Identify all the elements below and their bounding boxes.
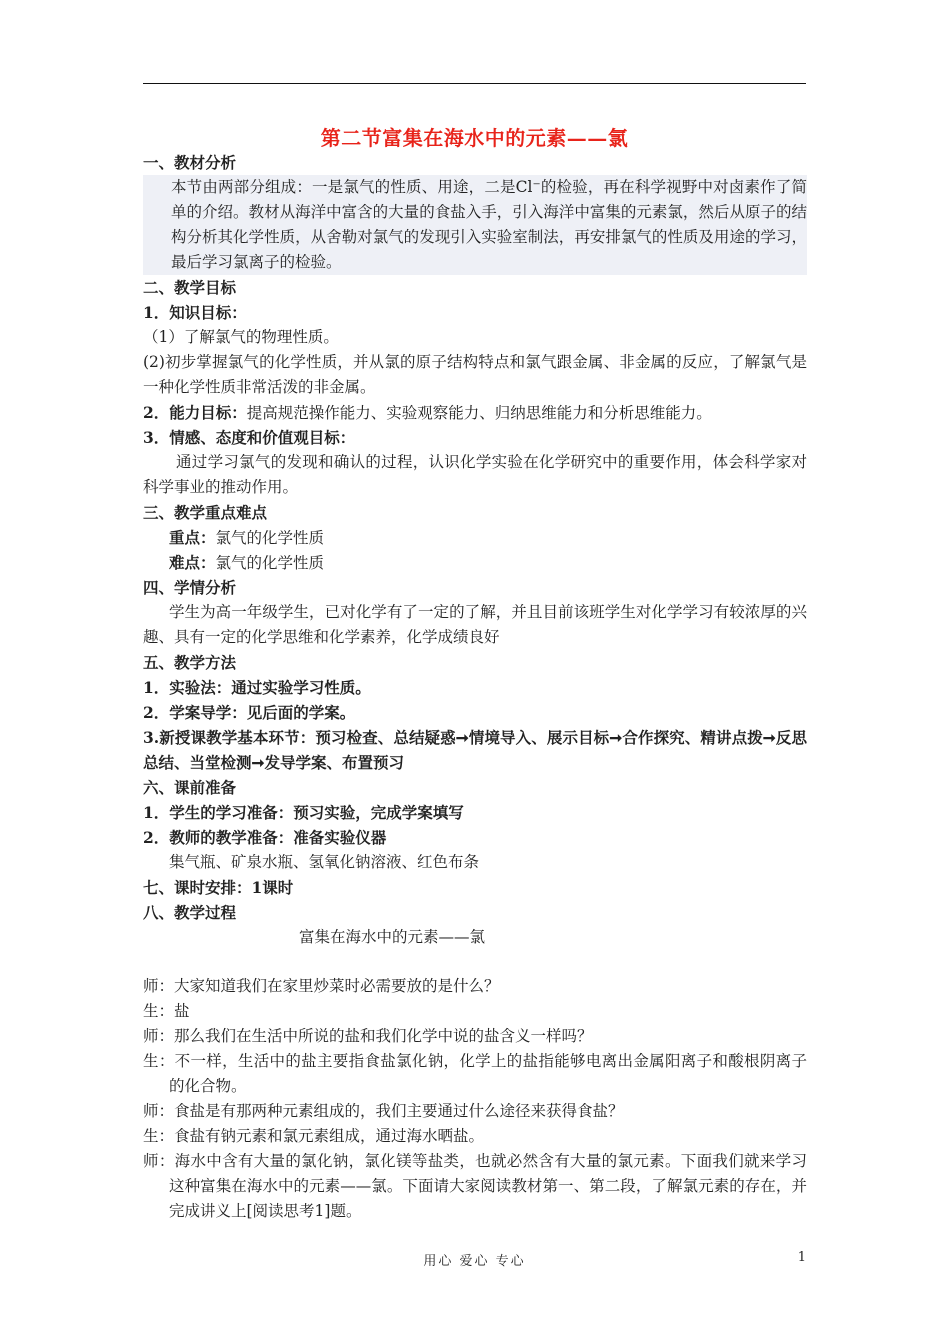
page-number: 1 — [797, 1250, 806, 1265]
prep-materials: 集气瓶、矿泉水瓶、氢氧化钠溶液、红色布条 — [169, 853, 480, 871]
section-heading-7: 七、课时安排：1课时 — [143, 878, 294, 897]
ability-goal — [143, 400, 807, 425]
prep-student: 1．学生的学习准备：预习实验，完成学案填写 — [143, 803, 464, 822]
textbook-analysis-para — [143, 175, 807, 275]
difficult-point — [143, 550, 807, 575]
section-heading-3: 三、教学重点难点 — [143, 503, 268, 522]
method-3: 3.新授课教学基本环节：预习检查、总结疑惑➞情境导入、展示目标➞合作探究、精讲点拨➞反思总结、当堂检测➞发导学案、布置预习 — [143, 728, 807, 772]
knowledge-goal-1: （1）了解氯气的物理性质。 — [143, 328, 339, 346]
spacer — [143, 950, 807, 974]
dialog-line: 生：食盐有钠元素和氯元素组成，通过海水晒盐。 — [143, 1127, 485, 1145]
section-heading-5: 五、教学方法 — [143, 653, 237, 672]
student-analysis-text: 学生为高一年级学生，已对化学有了一定的了解，并且目前该班学生对化学学习有较浓厚的兴趣、具有一定的化学思维和化学素养，化学成绩良好 — [143, 603, 807, 646]
dialog-line: 师：食盐是有那两种元素组成的，我们主要通过什么途径来获得食盐？ — [143, 1102, 624, 1120]
textbook-analysis-text: 本节由两部分组成：一是氯气的性质、用途，二是Cl⁻的检验，再在科学视野中对卤素作了简单的介绍。教材从海洋中富含的大量的食盐入手，引入海洋中富集的元素氯，然后从原子的结构分析其化学性质，从舍勒对氯气的发现引入实验室制法，再安排氯气的性质及用途的学习，最后学习氯离子的检验。 — [171, 178, 807, 271]
method-2: 2．学案导学：见后面的学案。 — [143, 703, 356, 722]
dialog-line: 师：海水中含有大量的氯化钠，氯化镁等盐类，也就必然含有大量的氯元素。下面我们就来学习这种富集在海水中的元素——氯。下面请大家阅读教材第一、第二段，了解氯元素的存在，并完成讲义上[阅读思考1]题。 — [143, 1152, 807, 1220]
section-heading-4: 四、学情分析 — [143, 578, 237, 597]
dialog-line: 生：盐 — [143, 1002, 190, 1020]
method-1: 1．实验法：通过实验学习性质。 — [143, 678, 371, 697]
dialog-line: 师：大家知道我们在家里炒菜时必需要放的是什么？ — [143, 977, 500, 995]
key-point-label: 重点： — [169, 528, 216, 547]
section-heading-6: 六、课前准备 — [143, 778, 237, 797]
process-subtitle: 富集在海水中的元素——氯 — [299, 928, 486, 946]
ability-goal-label: 2．能力目标： — [143, 403, 247, 422]
prep-teacher: 2．教师的教学准备：准备实验仪器 — [143, 828, 387, 847]
key-point-text: 氯气的化学性质 — [215, 529, 325, 547]
section-heading-2: 二、教学目标 — [143, 278, 237, 297]
dialog-line: 生：不一样，生活中的盐主要指食盐氯化钠，化学上的盐指能够电离出金属阳离子和酸根阴离子的化合物。 — [143, 1052, 807, 1095]
footer-motto: 用心 爱心 专心 — [423, 1254, 526, 1269]
section-heading-1: 一、教材分析 — [143, 153, 237, 172]
section-heading-8: 八、教学过程 — [143, 903, 237, 922]
page-title: 第二节富集在海水中的元素——氯 — [320, 126, 629, 150]
difficult-point-text: 氯气的化学性质 — [215, 554, 325, 572]
knowledge-goal-2: (2)初步掌握氯气的化学性质，并从氯的原子结构特点和氯气跟金属、非金属的反应，了解氯气是一种化学性质非常活泼的非金属。 — [143, 353, 807, 396]
ability-goal-text: 提高规范操作能力、实验观察能力、归纳思维能力和分析思维能力。 — [246, 404, 712, 422]
header-rule — [143, 83, 806, 84]
difficult-point-label: 难点： — [169, 553, 216, 572]
key-point — [143, 525, 807, 550]
knowledge-goal-heading: 1．知识目标： — [143, 303, 247, 322]
emotion-goal-text: 通过学习氯气的发现和确认的过程，认识化学实验在化学研究中的重要作用，体会科学家对科学事业的推动作用。 — [143, 453, 807, 496]
dialog-line: 师：那么我们在生活中所说的盐和我们化学中说的盐含义一样吗？ — [143, 1027, 593, 1045]
document-body — [143, 150, 807, 1224]
emotion-goal-heading: 3．情感、态度和价值观目标： — [143, 428, 356, 447]
